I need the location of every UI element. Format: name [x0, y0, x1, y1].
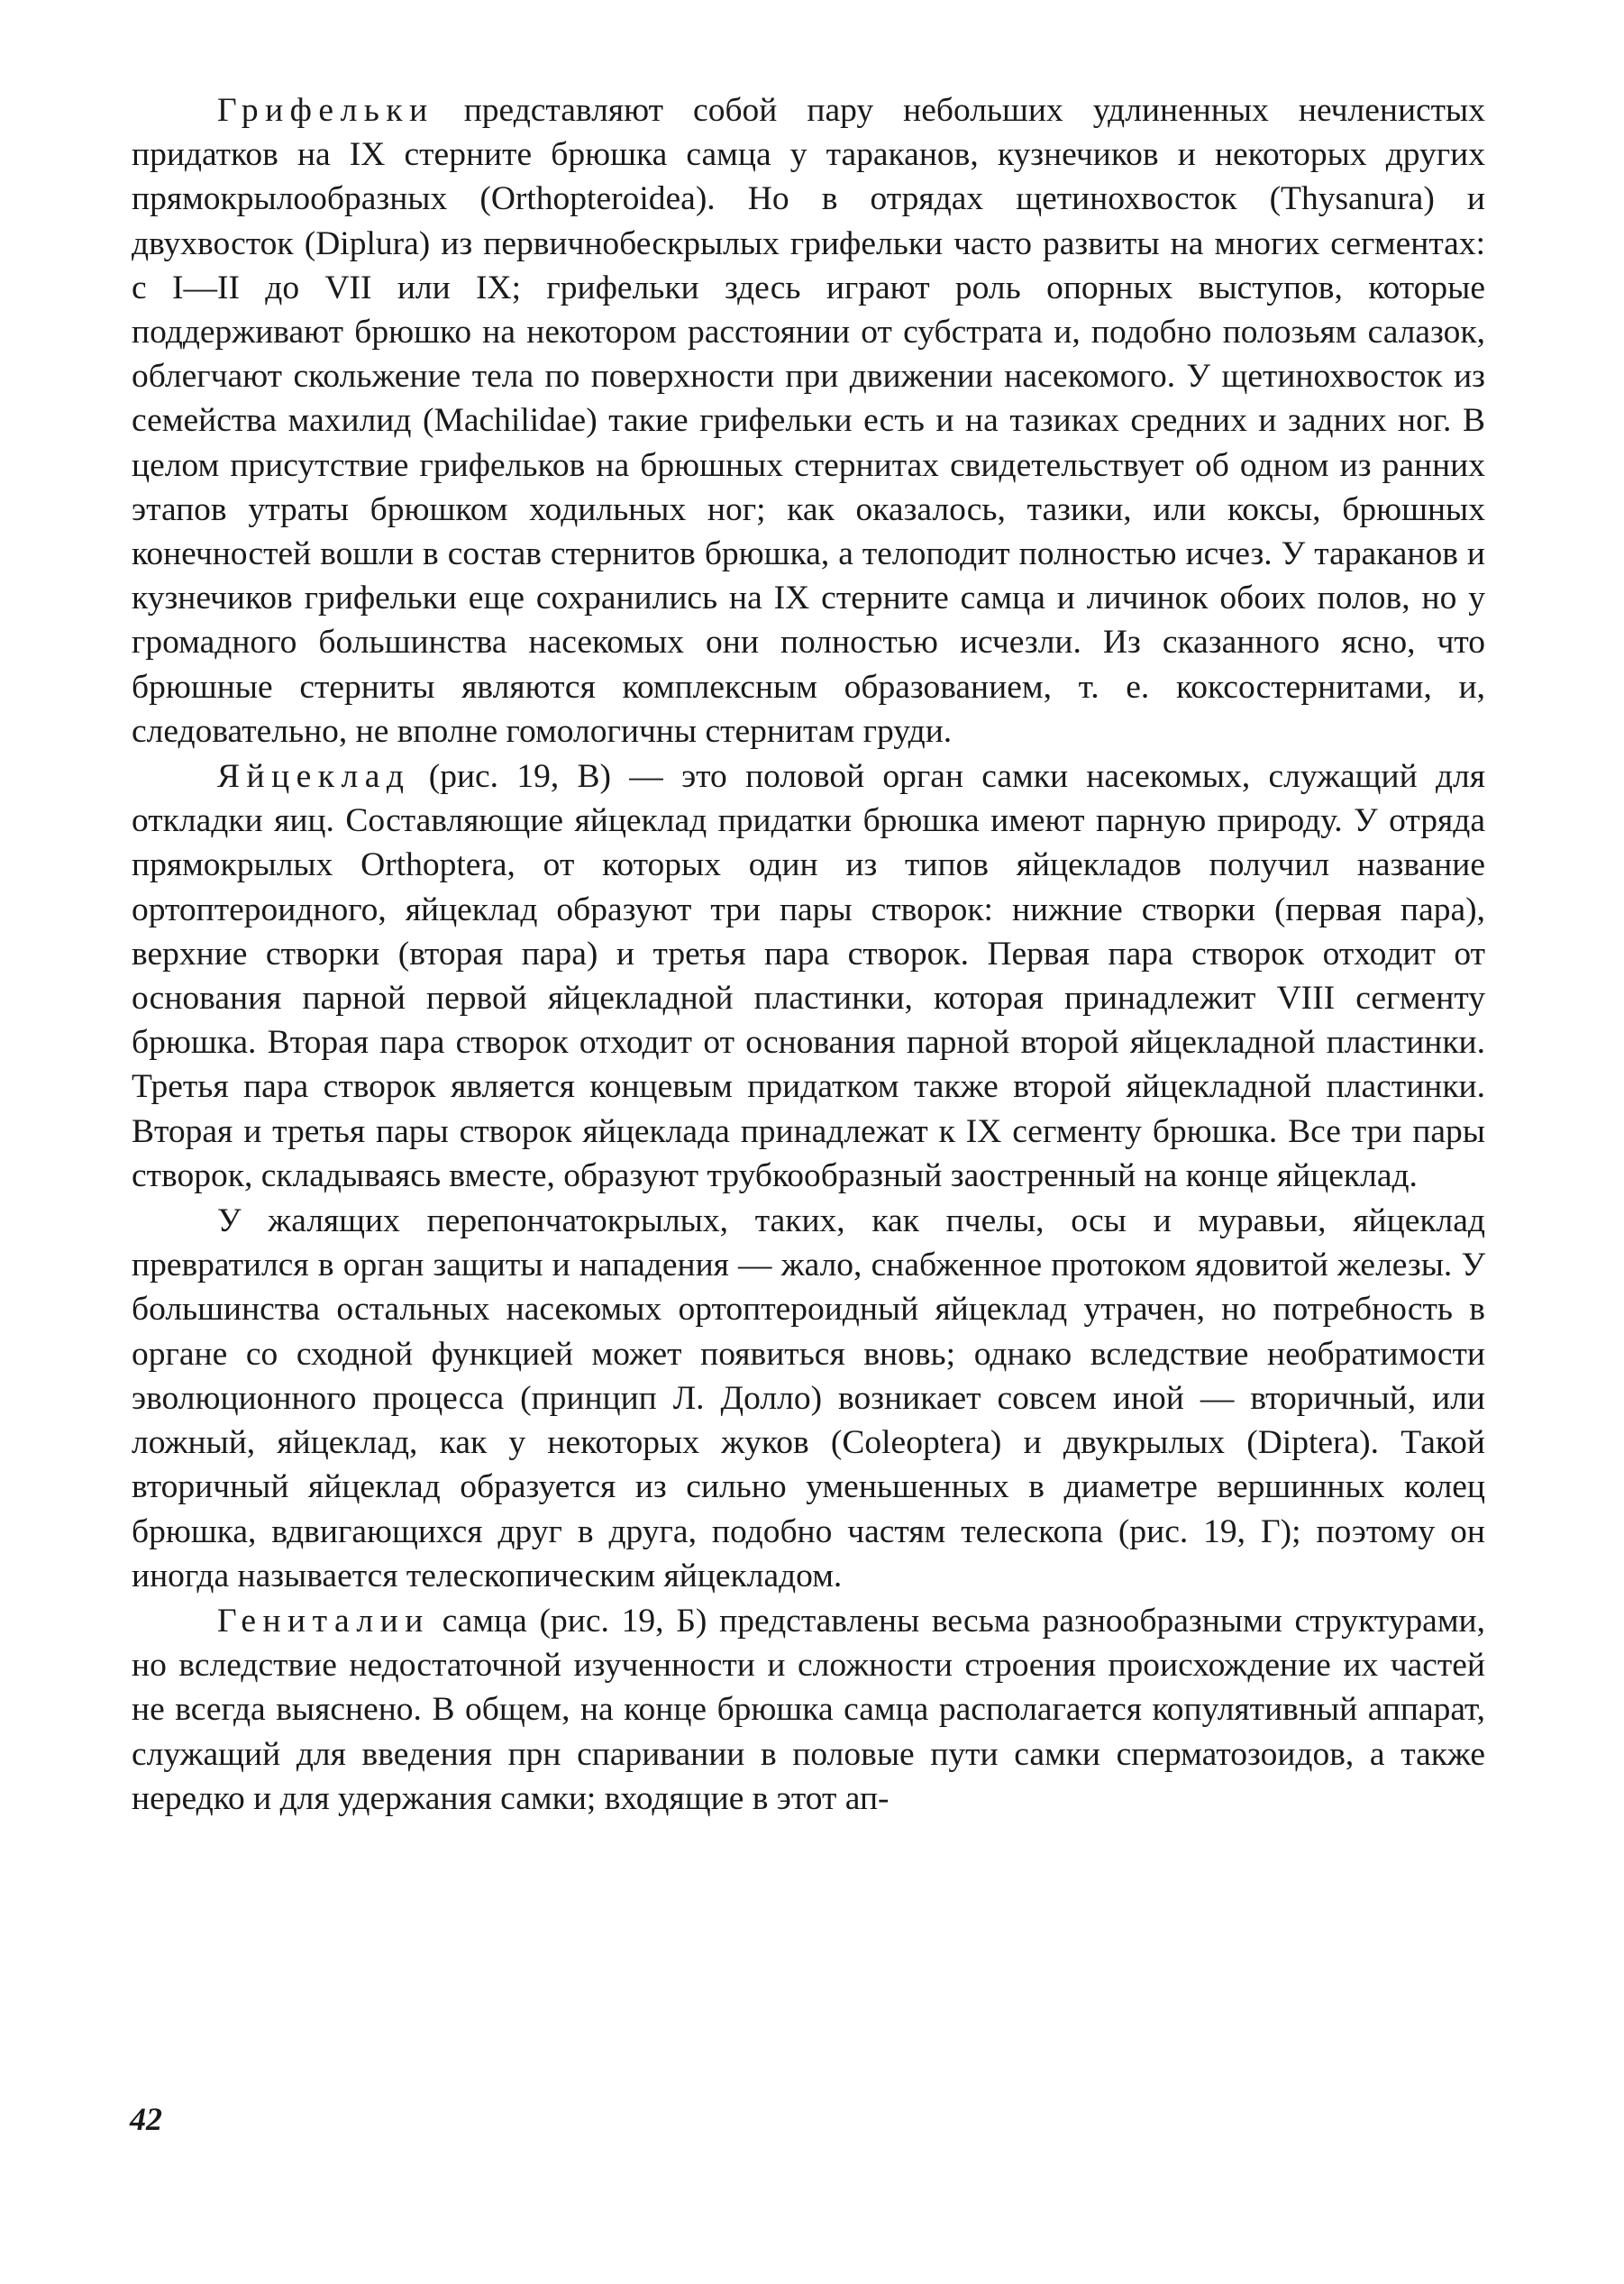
paragraph-stinging-text: У жалящих перепончатокрылых, таких, как пчелы, осы и муравьи, яйцеклад превратился в орган защиты и нападения — жало, снабженное протоком ядовитой железы. У большинства остальных насекомых ортоптероидный яйцеклад утрачен, но потребность в органе со сходной функцией может появиться вновь; однако вследствие необратимости эволюционного процесса (принцип Л. Долло) возникает совсем иной — вторичный, или ложный, яйцеклад, как у некоторых жуков (Coleoptera) и двукрылых (Diptera). Такой вторичный яйцеклад образуется из сильно уменьшенных в диаметре вершинных колец брюшка, вдвигающихся друг в друга, подобно частям телескопа (рис. 19, Г); поэтому он иногда называется телескопическим яйцекладом.: [132, 1202, 1485, 1594]
body-text: [132, 88, 1485, 1821]
paragraph-genitalia: [132, 1599, 1485, 1821]
term-genitalia: Гениталии: [217, 1602, 430, 1640]
page-number: 42: [130, 2101, 162, 2137]
paragraph-ovipositor-text: (рис. 19, В) — это половой орган самки насекомых, служащий для откладки яиц. Составляющие яйцеклад придатки брюшка имеют парную природу. У отряда прямокрылых Orthoptera, от которых один из типов яйцекладов получил название ортоптероидного, яйцеклад образуют три пары створок: нижние створки (первая пара), верхние створки (вторая пара) и третья пара створок. Первая пара створок отходит от основания парной первой яйцекладной пластинки, которая принадлежит VIII сегменту брюшка. Вторая пара створок отходит от основания парной второй яйцекладной пластинки. Третья пара створок является концевым придатком также второй яйцекладной пластинки. Вторая и третья пары створок яйцеклада принадлежат к IX сегменту брюшка. Все три пары створок, складываясь вместе, образуют трубкообразный заостренный на конце яйцеклад.: [132, 758, 1485, 1194]
paragraph-genitalia-text: самца (рис. 19, Б) представлены весьма разнообразными структурами, но вследствие недостаточной изученности и сложности строения происхождение их частей не всегда выяснено. В общем, на конце брюшка самца располагается копулятивный аппарат, служащий для введения прн спаривании в половые пути самки сперматозоидов, а также нередко и для удержания самки; входящие в этот ап-: [132, 1602, 1485, 1817]
term-styli: Грифельки: [217, 92, 434, 129]
paragraph-ovipositor: [132, 754, 1485, 1198]
paragraph-stinging-hymenoptera: [132, 1199, 1485, 1598]
term-ovipositor: Яйцеклад: [217, 758, 411, 796]
paragraph-styli-text: представляют собой пару небольших удлиненных нечленистых придатков на IX стерните брюшка самца у тараканов, кузнечиков и некоторых других прямокрылообразных (Orthopteroidea). Но в отрядах щетинохвосток (Thysanura) и двухвосток (Diplura) из первичнобескрылых грифельки часто развиты на многих сегментах: с I—II до VII или IX; грифельки здесь играют роль опорных выступов, которые поддерживают брюшко на некотором расстоянии от субстрата и, подобно полозьям салазок, облегчают скольжение тела по поверхности при движении насекомого. У щетинохвосток из семейства махилид (Machilidae) такие грифельки есть и на тазиках средних и задних ног. В целом присутствие грифельков на брюшных стернитах свидетельствует об одном из ранних этапов утраты брюшком ходильных ног; как оказалось, тазики, или коксы, брюшных конечностей вошли в состав стернитов брюшка, а телоподит полностью исчез. У тараканов и кузнечиков грифельки еще сохранились на IX стерните самца и личинок обоих полов, но у громадного большинства насекомых они полностью исчезли. Из сказанного ясно, что брюшные стерниты являются комплексным образованием, т. е. коксостернитами, и, следовательно, не вполне гомологичны стернитам груди.: [132, 92, 1485, 750]
paragraph-styli: [132, 88, 1485, 754]
